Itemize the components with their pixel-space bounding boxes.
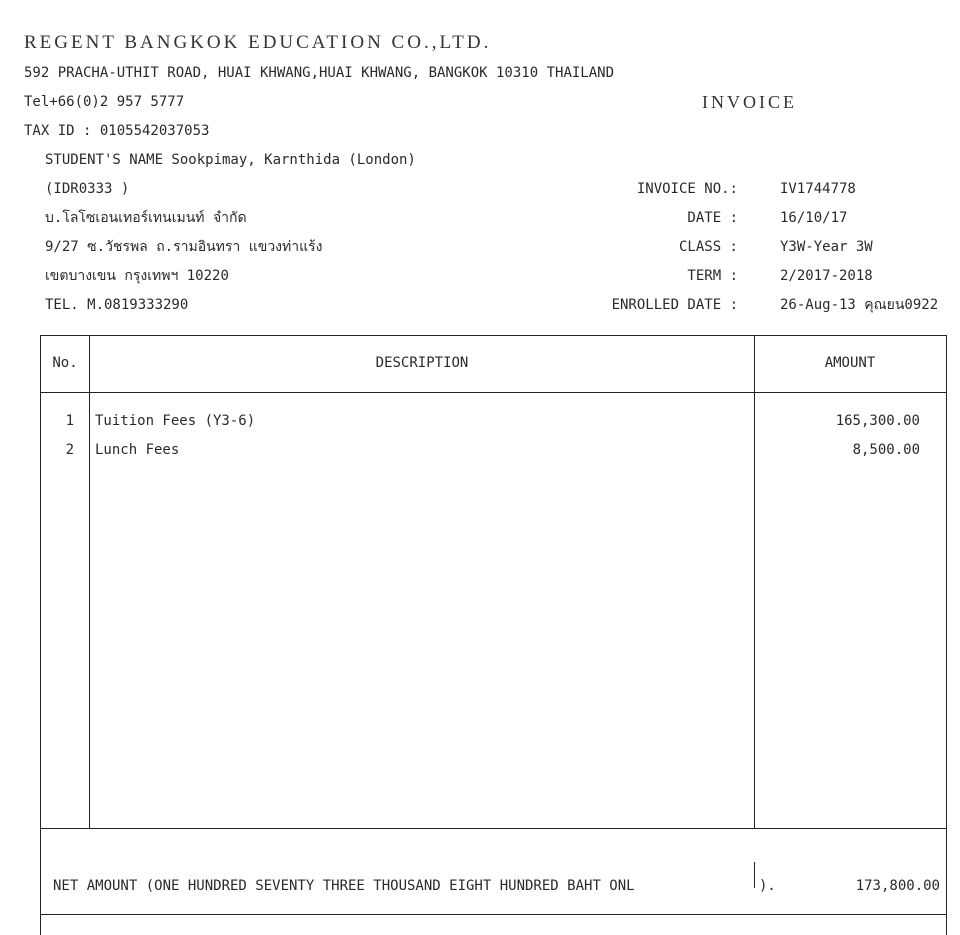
company-address: 592 PRACHA-UTHIT ROAD, HUAI KHWANG,HUAI KHWANG, BANGKOK 10310 THAILAND — [24, 65, 615, 81]
table-top-border — [40, 335, 946, 336]
net-amount-label: NET AMOUNT (ONE HUNDRED SEVENTY THREE THOUSAND EIGHT HUNDRED BAHT ONL — [53, 878, 635, 894]
student-name: STUDENT'S NAME Sookpimay, Karnthida (London) — [45, 152, 416, 168]
company-tel: Tel+66(0)2 957 5777 — [24, 94, 185, 110]
invoice-no-label: INVOICE NO.: — [636, 181, 738, 197]
enrolled-date-value: 26-Aug-13 คุณยน0922 — [780, 297, 939, 313]
table-header-divider — [40, 392, 946, 393]
row-amount: 8,500.00 — [852, 442, 920, 458]
table-total-divider — [40, 914, 946, 915]
invoice-no-value: IV1744778 — [780, 181, 856, 197]
company-tax-id: TAX ID : 0105542037053 — [24, 123, 210, 139]
header-no: No. — [52, 355, 78, 371]
net-amount-label-tail: ). — [759, 878, 776, 894]
header-description: DESCRIPTION — [375, 355, 469, 371]
row-description: Tuition Fees (Y3-6) — [95, 413, 256, 429]
company-name: REGENT BANGKOK EDUCATION CO.,LTD. — [24, 32, 492, 53]
enrolled-date-label: ENROLLED DATE : — [611, 297, 738, 313]
student-phone: TEL. M.0819333290 — [45, 297, 189, 313]
document-title: INVOICE — [702, 92, 797, 112]
net-amount-value: 173,800.00 — [855, 878, 940, 894]
date-value: 16/10/17 — [780, 210, 848, 226]
row-number: 1 — [65, 413, 74, 429]
billing-address-line1: 9/27 ซ.วัชรพล ถ.รามอินทรา แขวงท่าแร้ง — [45, 239, 323, 255]
row-number: 2 — [65, 442, 74, 458]
class-label: CLASS : — [678, 239, 738, 255]
total-divider-mark — [754, 862, 755, 888]
row-amount: 165,300.00 — [835, 413, 920, 429]
date-label: DATE : — [687, 210, 738, 226]
column-divider-no — [89, 335, 90, 829]
billing-company: บ.โลโซเอนเทอร์เทนเมนท์ จำกัด — [45, 210, 247, 226]
billing-address-line2: เขตบางเขน กรุงเทพฯ 10220 — [45, 268, 229, 284]
header-amount: AMOUNT — [824, 355, 876, 371]
class-value: Y3W-Year 3W — [780, 239, 873, 255]
term-value: 2/2017-2018 — [780, 268, 873, 284]
column-divider-amount — [754, 335, 755, 829]
table-body-divider — [40, 828, 946, 829]
student-id: (IDR0333 ) — [45, 181, 130, 197]
term-label: TERM : — [687, 268, 738, 284]
row-description: Lunch Fees — [95, 442, 180, 458]
